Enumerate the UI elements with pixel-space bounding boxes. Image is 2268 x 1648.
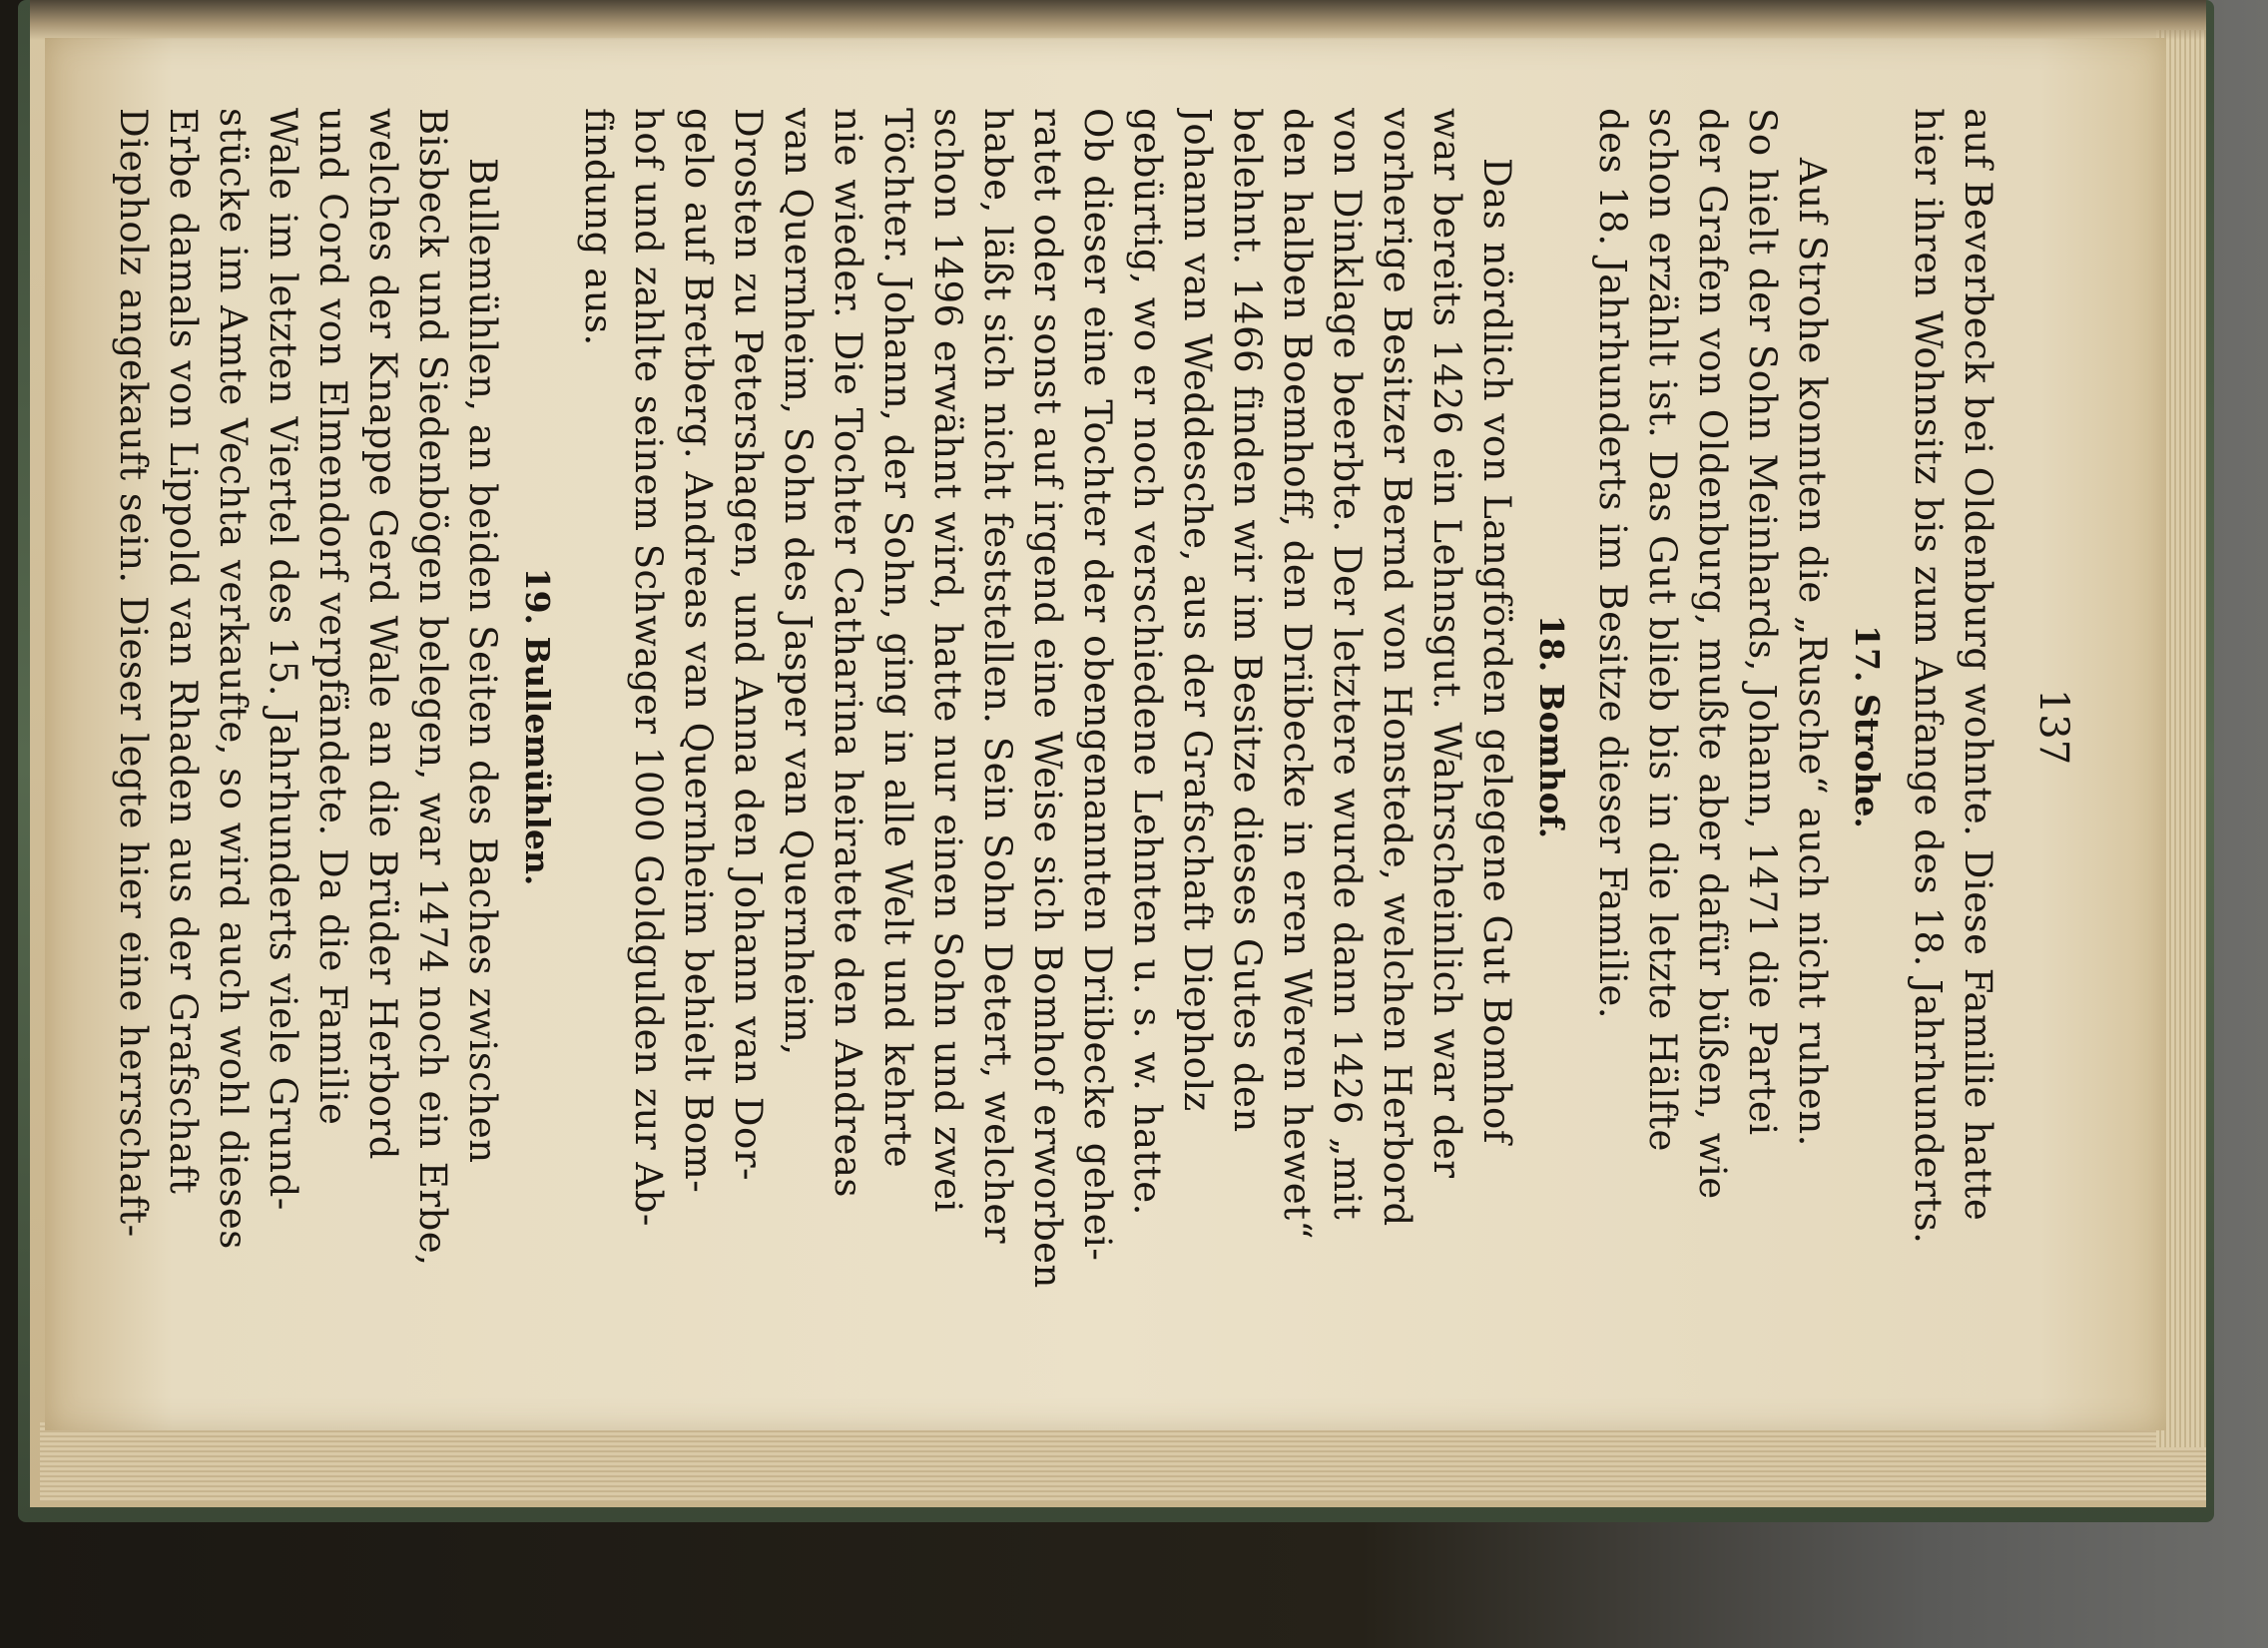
text-line: Wale im letzten Viertel des 15. Jahrhunderts viele Grund- xyxy=(262,108,304,1211)
text-line: war bereits 1426 ein Lehnsgut. Wahrscheinlich war der xyxy=(1425,108,1468,1179)
text-line: nie wieder. Die Tochter Catharina heiratete den Andreas xyxy=(827,108,869,1198)
text-line: Drosten zu Petershagen, und Anna den Johann van Dor- xyxy=(727,108,770,1182)
text-line: Diepholz angekauft sein. Dieser legte hier eine herrschaft- xyxy=(112,108,155,1238)
text-line: und Cord von Elmendorf verpfändete. Da die Familie xyxy=(311,108,354,1126)
text-line: belehnt. 1466 finden wir im Besitze dieses Gutes den xyxy=(1226,108,1269,1133)
text-line: vorherige Besitzer Bernd von Honstede, welchen Herbord xyxy=(1376,108,1418,1227)
text-line: Ob dieser eine Tochter der obengenannten Driibecke gehei- xyxy=(1076,108,1119,1262)
text-line: gelo auf Bretberg. Andreas van Quernheim behielt Bom- xyxy=(677,108,720,1194)
text-line: Erbe damals von Lippold van Rhaden aus der Grafschaft xyxy=(162,108,205,1195)
text-line: Das nördlich von Langförden gelegene Gut Bomhof xyxy=(1475,158,1518,1144)
text-line: der Grafen von Oldenburg, mußte aber dafür büßen, wie xyxy=(1691,108,1734,1200)
gutter-shadow xyxy=(30,0,2206,40)
text-line: hier ihren Wohnsitz bis zum Anfange des 18. Jahrhunderts. xyxy=(1907,108,1950,1245)
text-line: So hielt der Sohn Meinhards, Johann, 1471 die Partei xyxy=(1741,108,1784,1136)
text-line: schon 1496 erwähnt wird, hatte nur einen Sohn und zwei xyxy=(926,108,969,1213)
text-line: den halben Boemhoff, den Driibecke in eren Weren hewet“ xyxy=(1276,108,1319,1240)
text-line: habe, läßt sich nicht feststellen. Sein Sohn Detert, welcher xyxy=(976,108,1019,1244)
section-strohe-body xyxy=(1587,108,1837,1346)
section-heading-bomhof: 18. Bomhof. xyxy=(1532,614,1571,839)
text-line: findung aus. xyxy=(577,108,620,346)
text-line: schon erzählt ist. Das Gut blieb bis in die letzte Hälfte xyxy=(1641,108,1684,1152)
text-line: gebürtig, wo er noch verschiedene Lehnten u. s. w. hatte. xyxy=(1126,108,1169,1216)
text-line: Auf Strohe konnten die „Rusche“ auch nicht ruhen. xyxy=(1791,158,1834,1147)
text-line: van Quernheim, Sohn des Jasper van Quernheim, xyxy=(777,108,820,1056)
text-line: Töchter. Johann, der Sohn, ging in alle Welt und kehrte xyxy=(876,108,919,1169)
text-line: von Dinklage beerbte. Der letztere wurde dann 1426 „mit xyxy=(1326,108,1369,1221)
section-bomhof-body xyxy=(573,108,1521,1346)
section-heading-strohe: 17. Strohe. xyxy=(1848,625,1887,828)
text-line: auf Beverbeck bei Oldenburg wohnte. Diese Familie hatte xyxy=(1957,108,1999,1222)
page-number: 137 xyxy=(2030,688,2076,766)
text-line: Bisbeck und Siedenbögen belegen, war 1474 noch ein Erbe, xyxy=(411,108,454,1267)
text-line: stücke im Amte Vechta verkaufte, so wird auch wohl dieses xyxy=(212,108,255,1250)
text-line: ratet oder sonst auf irgend eine Weise sich Bomhof erworben xyxy=(1026,108,1069,1289)
text-line: Bullemühlen, an beiden Seiten des Baches zwischen xyxy=(461,158,504,1164)
page-text-block xyxy=(112,108,2076,1346)
text-line: Johann van Weddesche, aus der Grafschaft Diepholz xyxy=(1176,108,1219,1112)
text-line: des 18. Jahrhunderts im Besitze dieser Familie. xyxy=(1591,108,1634,1020)
text-line: welches der Knappe Gerd Wale an die Brüder Herbord xyxy=(361,108,404,1160)
paragraph-intro xyxy=(1903,108,2002,1346)
text-line: hof und zahlte seinem Schwager 1000 Goldgulden zur Ab- xyxy=(627,108,670,1227)
page-edges-bottom xyxy=(40,1422,2206,1502)
section-heading-bullemuehlen: 19. Bullemühlen. xyxy=(518,567,557,886)
section-bullemuehlen-body xyxy=(108,108,507,1346)
